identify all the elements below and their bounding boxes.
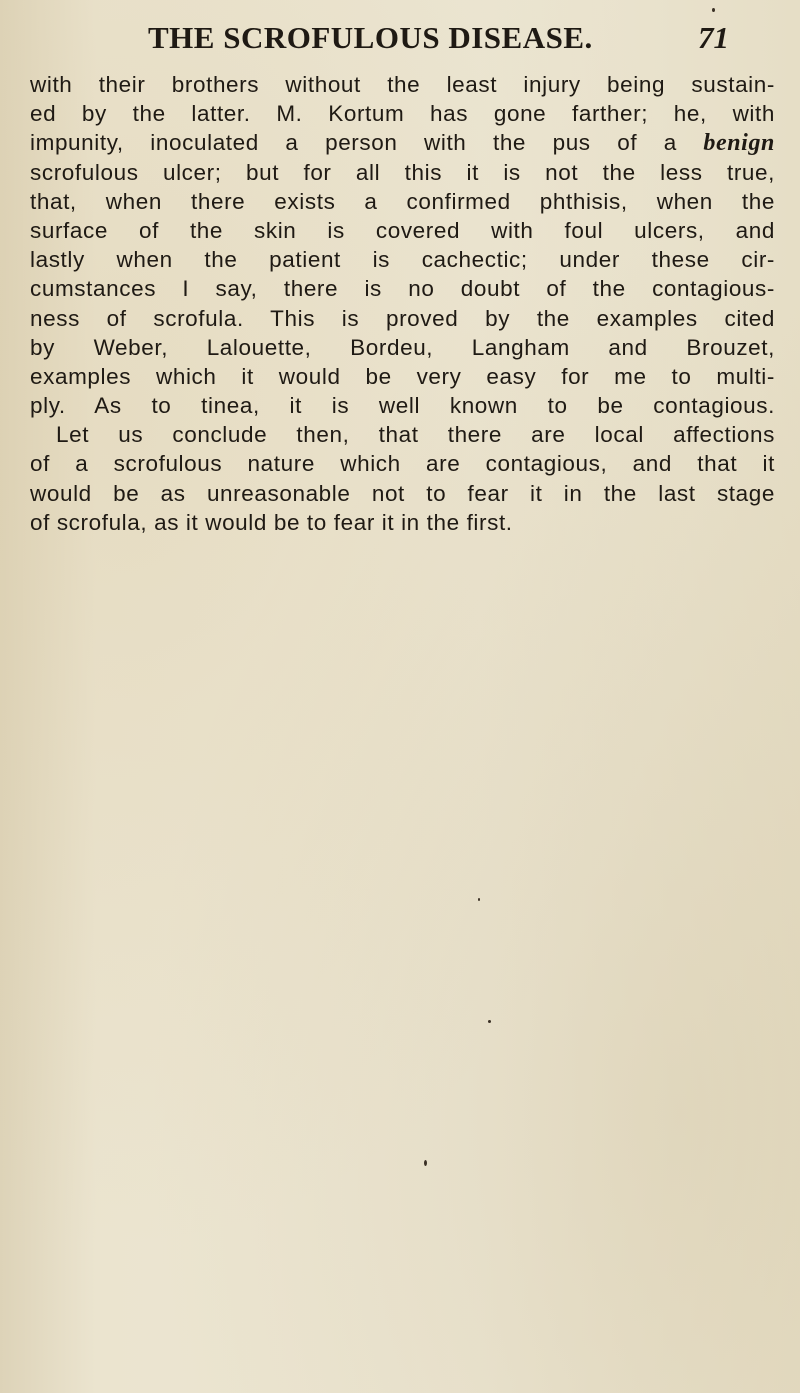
text-line: of a scrofulous nature which are contagious, and that it [30, 451, 775, 477]
text-line: examples which it would be very easy for me to multi- [30, 363, 775, 389]
text-line: lastly when the patient is cachectic; under these cir- [30, 247, 775, 273]
paragraph-start-line: Let us conclude then, that there are local affections [56, 422, 775, 448]
paper-speck [488, 1020, 491, 1023]
text-line: cumstances I say, there is no doubt of the contagious- [30, 276, 775, 302]
text-line: ness of scrofula. This is proved by the examples cited [30, 305, 775, 331]
text-line [30, 128, 775, 157]
italic-word: benign [703, 130, 775, 157]
text-line: would be as unreasonable not to fear it in the last stage [30, 480, 775, 506]
page-number: 71 [698, 20, 729, 55]
body-text [30, 70, 775, 537]
text-line: ed by the latter. M. Kortum has gone farther; he, with [30, 101, 775, 127]
text-line: scrofulous ulcer; but for all this it is not the less true, [30, 159, 775, 185]
text-line: by Weber, Lalouette, Bordeu, Langham and Brouzet, [30, 334, 775, 360]
text-line: surface of the skin is covered with foul ulcers, and [30, 217, 775, 243]
text-line: of scrofula, as it would be to fear it in the first. [30, 509, 513, 535]
text-line: that, when there exists a confirmed phthisis, when the [30, 188, 775, 214]
paper-speck [712, 8, 715, 12]
text-line: ply. As to tinea, it is well known to be contagious. [30, 393, 775, 419]
paper-speck [424, 1160, 427, 1166]
text-line: with their brothers without the least injury being sustain- [30, 72, 775, 97]
text-line-start: impunity, inoculated a person with the pus of a [30, 130, 677, 156]
chapter-title: THE SCROFULOUS DISEASE. [148, 20, 593, 55]
paper-speck [478, 898, 480, 901]
running-head [0, 18, 800, 58]
